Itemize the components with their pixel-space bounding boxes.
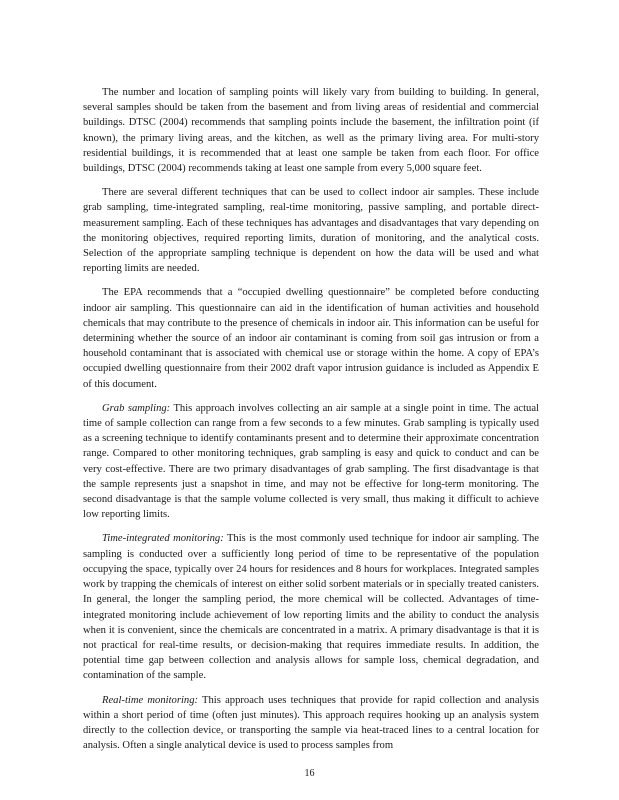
paragraph-text: The number and location of sampling points will likely vary from building to building. In general, several samples should be taken from the basement and from living areas of residential and commercial buildings. DTSC (2004) recommends that sampling points include the basement, the infiltration point (if known), the primary living areas, and the kitchen, as well as the primary living area. For multi-story residential buildings, it is recommended that at least one sample be taken from each floor. For office buildings, DTSC (2004) recommends taking at least one sample from every 5,000 square feet. bbox=[83, 87, 539, 175]
paragraph-sampling-locations bbox=[83, 85, 539, 176]
paragraph-lead: Time-integrated monitoring: bbox=[102, 533, 224, 545]
paragraph-time-integrated bbox=[83, 531, 539, 683]
page-number: 16 bbox=[304, 768, 315, 779]
paragraph-lead: Grab sampling: bbox=[102, 402, 171, 414]
paragraph-text: This is the most commonly used technique for indoor air sampling. The sampling is conducted over a sufficiently long period of time to be representative of the population occupying the space, typically over 24 hours for residences and 8 hours for workplaces. Integrated samples work by trapping the chemicals of interest on either solid sorbent materials or in specially treated canisters. In general, the longer the sampling period, the more chemical will be collected. Advantages of time-integrated monitoring include achievement of low reporting limits and the ability to conduct the analysis when it is convenient, since the chemicals are concentrated in a matrix. A primary disadvantage is that it is not practical for real-time results, or decision-making that requires immediate results. In addition, the potential time gap between collection and analysis allows for sample loss, chemical degradation, and contamination of the sample. bbox=[83, 533, 539, 682]
paragraph-grab-sampling bbox=[83, 401, 539, 523]
paragraph-text: This approach involves collecting an air sample at a single point in time. The actual time of sample collection can range from a few seconds to a few minutes. Grab sampling is typically used as a screening technique to identify contaminants present and to determine their approximate concentration range. Compared to other monitoring techniques, grab sampling is easy and quick to conduct and can be very cost-effective. There are two primary disadvantages of grab sampling. The first disadvantage is that the sample represents just a snapshot in time, and may not be effective for long-term monitoring. The second disadvantage is that the sample volume collected is very small, thus making it difficult to achieve low reporting limits. bbox=[83, 402, 539, 521]
paragraph-lead: Real-time monitoring: bbox=[102, 694, 199, 706]
paragraph-text: The EPA recommends that a “occupied dwelling questionnaire” be completed before conducting indoor air sampling. This questionnaire can aid in the identification of human activities and household chemicals that may contribute to the presence of chemicals in indoor air. This information can be useful for determining whether the source of an indoor air contaminant is coming from soil gas intrusion or from a household contaminant that is associated with chemical use or storage within the home. A copy of EPA’s occupied dwelling questionnaire from their 2002 draft vapor intrusion guidance is included as Appendix E of this document. bbox=[83, 287, 539, 390]
paragraph-text: There are several different techniques that can be used to collect indoor air samples. These include grab sampling, time-integrated sampling, real-time monitoring, passive sampling, and portable direct-measurement sampling. Each of these techniques has advantages and disadvantages that vary depending on the monitoring objectives, required reporting limits, duration of monitoring, and the analytical costs. Selection of the appropriate sampling technique is dependent on how the data will be used and what reporting limits are needed. bbox=[83, 187, 539, 275]
paragraph-text: This approach uses techniques that provide for rapid collection and analysis within a short period of time (often just minutes). This approach requires hooking up an analysis system directly to the collection device, or transporting the sample via heat-traced lines to a central location for analysis. Often a single analytical device is used to process samples from bbox=[83, 694, 539, 752]
paragraph-real-time bbox=[83, 693, 539, 754]
paragraph-questionnaire bbox=[83, 285, 539, 391]
paragraph-sampling-techniques bbox=[83, 185, 539, 276]
body-text bbox=[83, 85, 539, 762]
